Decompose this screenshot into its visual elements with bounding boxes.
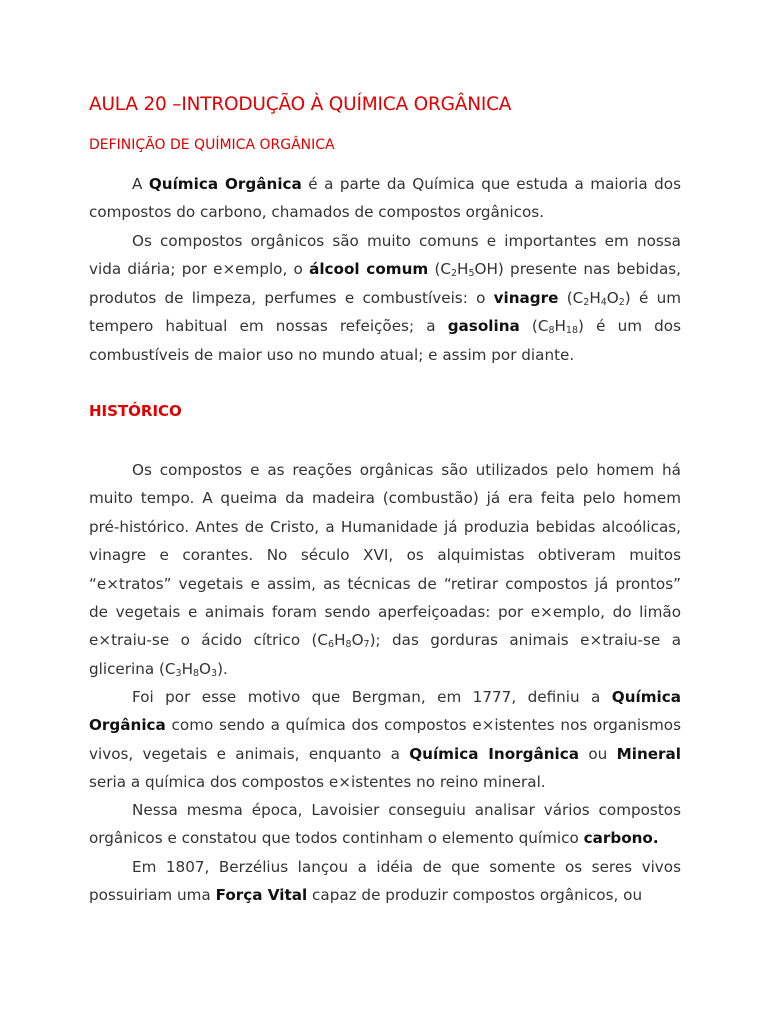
bold-term: gasolina bbox=[447, 317, 520, 336]
bold-term: Força Vital bbox=[215, 886, 308, 905]
paragraph-definicao-2: Os compostos orgânicos são muito comuns e importantes em nossa vida diária; por e×emplo, o álcool comum $(C_2H_5OH)$ presente nas bebidas, produtos de limpeza, perfumes e combustíveis: o vinagre $(C_2H_4O_2)$ é um tempero habitual em nossas refeições; a gasolina $(C_8H_{18})$ é um dos combustíveis de maior uso no mundo atual; e assim por diante. bbox=[89, 232, 682, 364]
bold-term: Mineral bbox=[616, 744, 682, 763]
paragraph-historico-3: Nessa mesma época, Lavoisier conseguiu analisar vários compostos orgânicos e constatou que todos continham o elemento químico carbono. bbox=[89, 801, 681, 848]
section-heading-historico: HISTÓRICO bbox=[89, 402, 182, 420]
bold-term: Química Orgânica bbox=[148, 175, 302, 193]
bold-term: álcool comum bbox=[309, 260, 429, 279]
bold-term: Química Inorgânica bbox=[409, 744, 580, 763]
paragraph-definicao-1: A Química Orgânica é a parte da Química que estuda a maioria dos compostos do carbono, chamados de compostos orgânicos. bbox=[89, 175, 682, 222]
paragraph-historico-2: Foi por esse motivo que Bergman, em 1777, definiu a Química Orgânica como sendo a química dos compostos e×istentes nos organismos vivos, vegetais e animais, enquanto a Química Inorgânica ou Mineral seria a química dos compostos e×istentes no reino mineral. bbox=[89, 688, 682, 792]
bold-term: vinagre bbox=[493, 288, 559, 307]
paragraph-historico-1: Os compostos e as reações orgânicas são utilizados pelo homem há muito tempo. A queima da madeira (combustão) já era feita pelo homem pré-histórico. Antes de Cristo, a Humanidade já produzia bebidas alcoólicas, vinagre e corantes. No século XVI, os alquimistas obtiveram muitos “e×tratos” vegetais e assim, as técnicas de “retirar compostos já prontos” de vegetais e animais foram sendo aperfeiçoadas: por e×emplo, do limão e×traiu-se o ácido cítrico $(C_6H_8O_7)$; das gorduras animais e×traiu-se a glicerina $(C_3H_8O_3)$. bbox=[89, 461, 681, 679]
paragraph-historico-4: Em 1807, Berzélius lançou a idéia de que somente os seres vivos possuiriam uma Força Vital capaz de produzir compostos orgânicos, ou bbox=[89, 858, 681, 905]
bold-term: Química Orgânica bbox=[89, 688, 681, 735]
section-heading-definicao: DEFINIÇÃO DE QUÍMICA ORGÂNICA bbox=[89, 137, 335, 153]
bold-term: carbono. bbox=[583, 829, 659, 848]
page-title: AULA 20 –INTRODUÇÃO À QUÍMICA ORGÂNICA bbox=[89, 94, 512, 115]
